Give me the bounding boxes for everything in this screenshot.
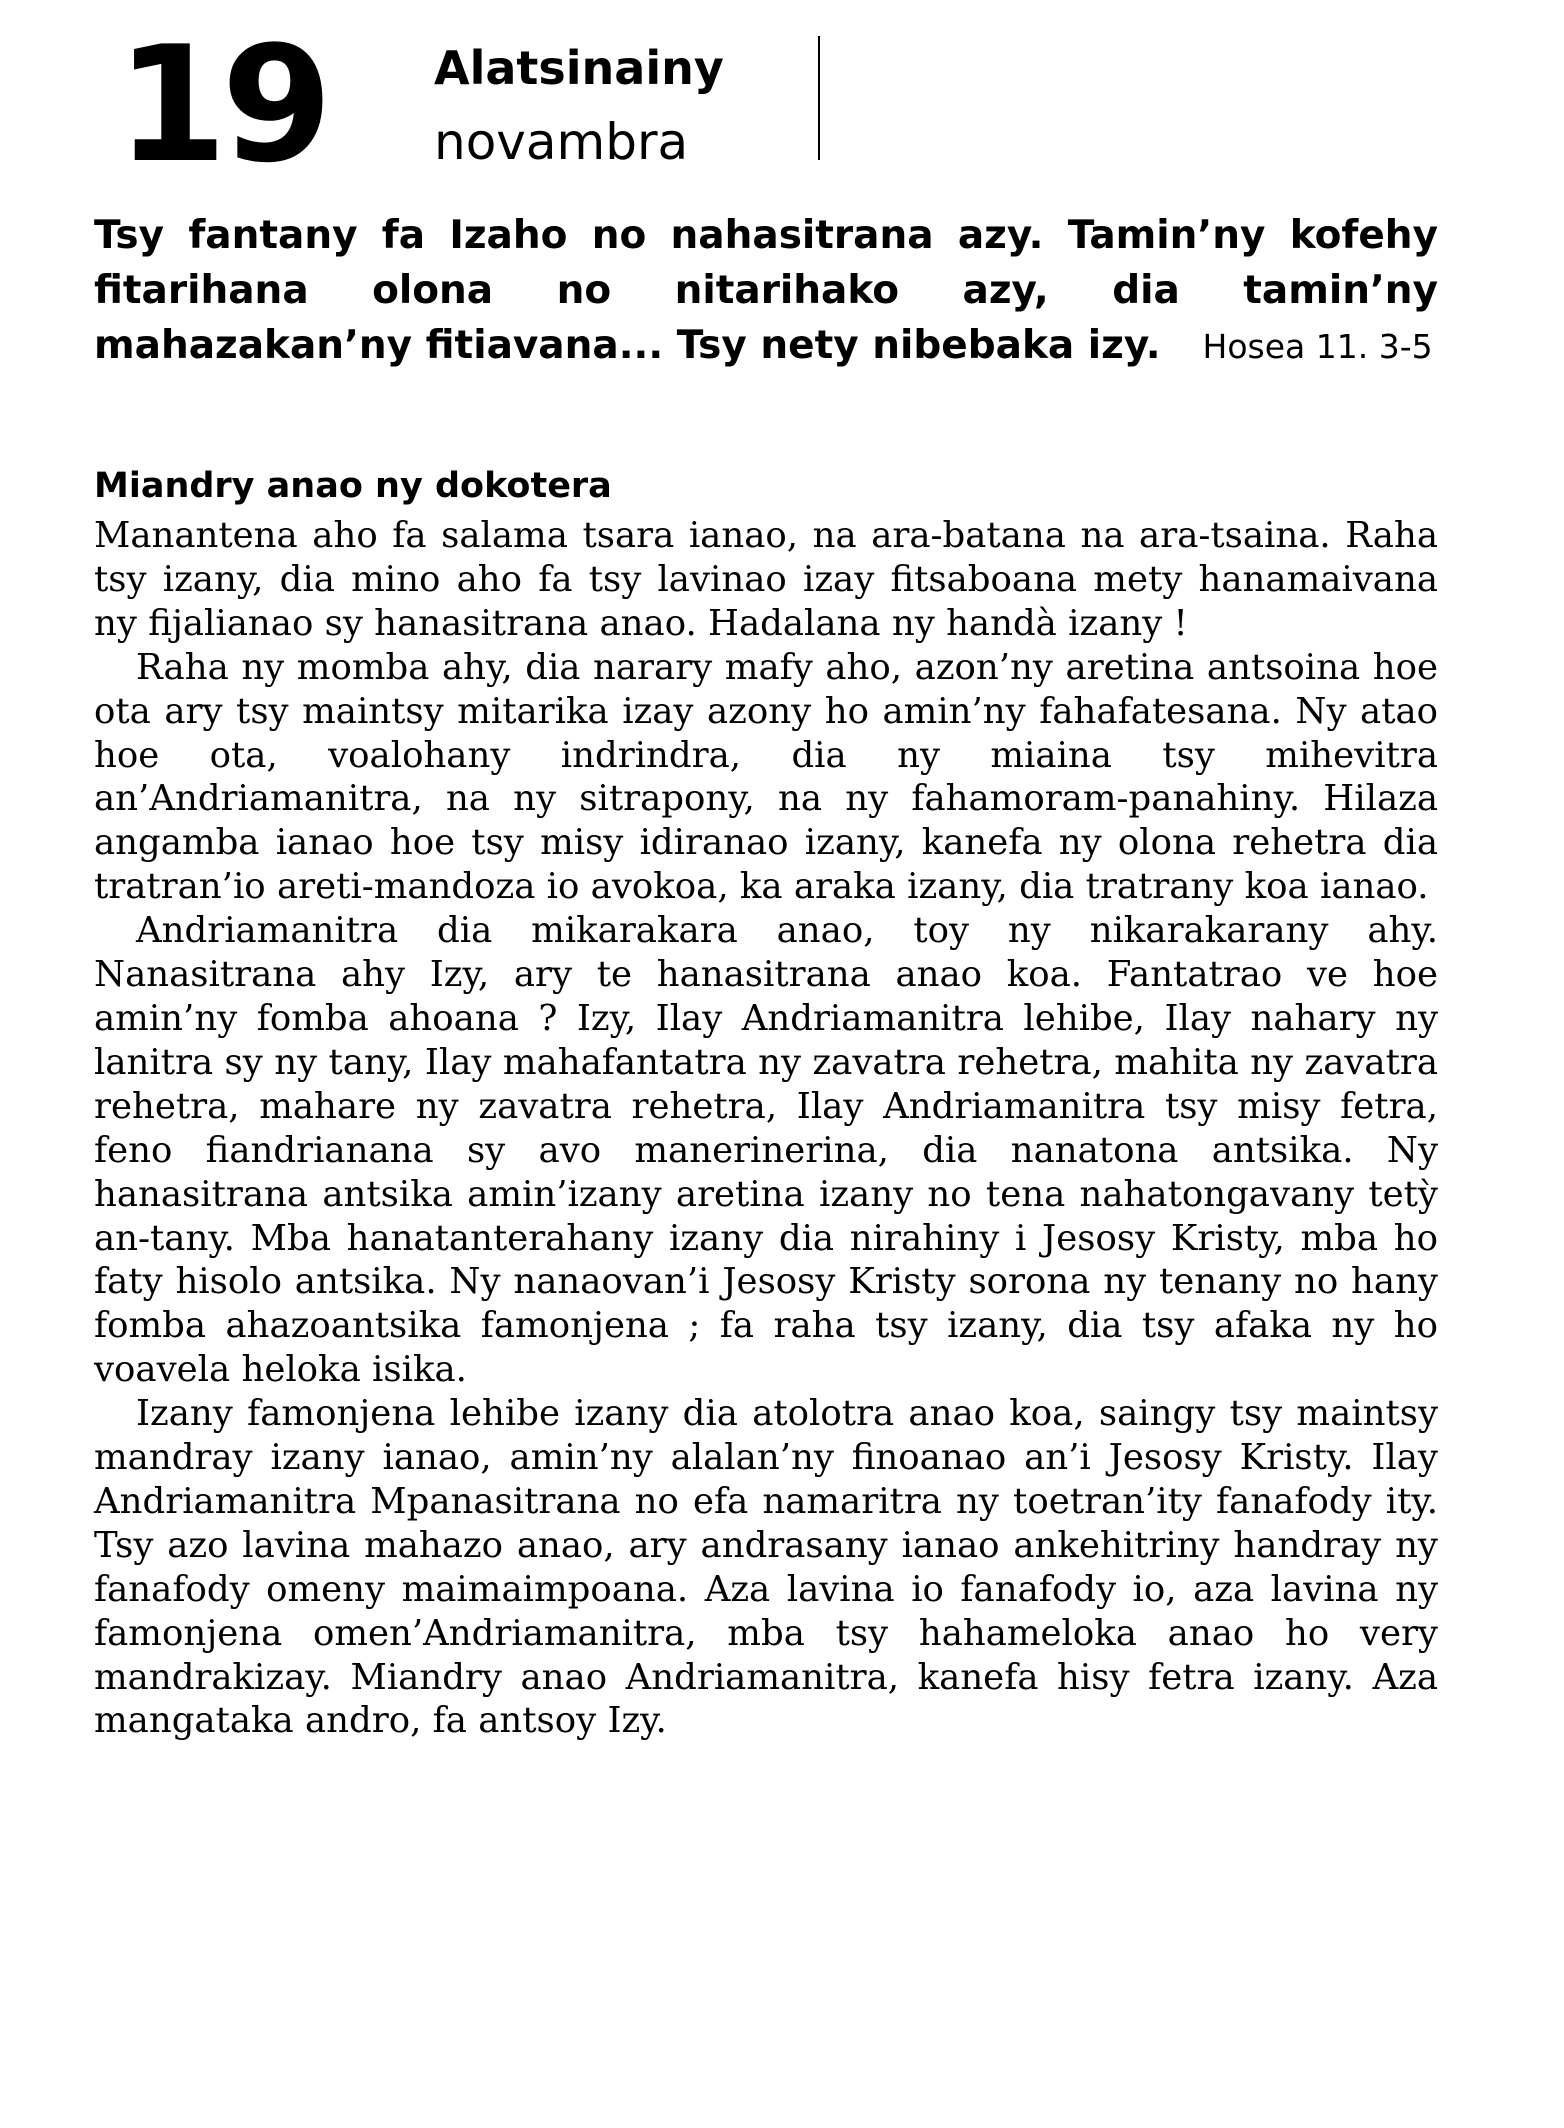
body-paragraph: Izany famonjena lehibe izany dia atolotra anao koa, saingy tsy maintsy mandray izany ianao, amin’ny alalan’ny finoanao an’i Jesosy Kristy. Ilay Andriamanitra Mpanasitrana no efa namaritra ny toetran’ity fanafody ity. Tsy azo lavina mahazo anao, ary andrasany ianao ankehitriny handray ny fanafody omeny maimaimpoana. Aza lavina io fanafody io, aza lavina ny famonjena omen’Andriamanitra, mba tsy hahameloka anao ho very mandrakizay. Miandry anao Andriamanitra, kanefa hisy fetra izany. Aza mangataka andro, fa antsoy Izy.: [94, 1393, 1438, 1742]
section-title: Miandry anao ny dokotera: [94, 466, 612, 506]
body-paragraph: Raha ny momba ahy, dia narary mafy aho, azon’ny aretina antsoina hoe ota ary tsy maintsy mitarika izay azony ho amin’ny fahafatesana. Ny atao hoe ota, voalohany indrindra, dia ny miaina tsy mihevitra an’Andriamanitra, na ny sitrapony, na ny fahamoram-panahiny. Hilaza angamba ianao hoe tsy misy idiranao izany, kanefa ny olona rehetra dia tratran’io areti-mandoza io avokoa, ka araka izany, dia tratrany koa ianao.: [94, 646, 1438, 908]
weekday-label: Alatsinainy: [434, 41, 724, 95]
verse-block: [94, 208, 1438, 374]
verse-reference: Hosea 11. 3-5: [1202, 327, 1433, 366]
verse-text: Tsy fantany fa Izaho no nahasitrana azy. Tamin’ny kofehy fitarihana olona no nitarihako azy, dia tamin’ny mahazakan’ny fitiavana... Tsy nety nibebaka izy.: [94, 213, 1438, 368]
day-number: 19: [116, 11, 327, 198]
body-paragraph: Manantena aho fa salama tsara ianao, na ara-batana na ara-tsaina. Raha tsy izany, dia mino aho fa tsy lavinao izay fitsaboana mety hanamaivana ny fijalianao sy hanasitrana anao. Hadalana ny handà izany !: [94, 515, 1438, 644]
body-paragraph: Andriamanitra dia mikarakara anao, toy ny nikarakarany ahy. Nanasitrana ahy Izy, ary te hanasitrana anao koa. Fantatrao ve hoe amin’ny fomba ahoana ? Izy, Ilay Andriamanitra lehibe, Ilay nahary ny lanitra sy ny tany, Ilay mahafantatra ny zavatra rehetra, mahita ny zavatra rehetra, mahare ny zavatra rehetra, Ilay Andriamanitra tsy misy fetra, feno fiandrianana sy avo manerinerina, dia nanatona antsika. Ny hanasitrana antsika amin’izany aretina izany no tena nahatongavany tetỳ an-tany. Mba hanatanterahany izany dia nirahiny i Jesosy Kristy, mba ho faty hisolo antsika. Ny nanaovan’i Jesosy Kristy sorona ny tenany no hany fomba ahazoantsika famonjena ; fa raha tsy izany, dia tsy afaka ny ho voavela heloka isika.: [94, 910, 1438, 1391]
header-divider: [818, 36, 820, 160]
month-label: novambra: [434, 113, 689, 171]
body-text: [94, 514, 1438, 1743]
